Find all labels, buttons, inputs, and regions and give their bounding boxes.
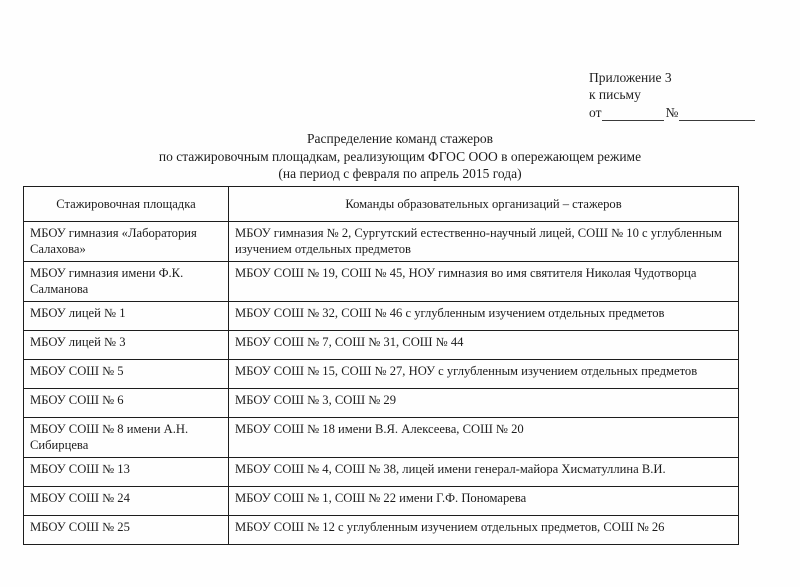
- cell-teams: МБОУ СОШ № 12 с углубленным изучением отдельных предметов, СОШ № 26: [229, 516, 739, 545]
- cell-site: МБОУ СОШ № 24: [24, 487, 229, 516]
- appendix-title: Приложение 3: [589, 70, 672, 85]
- cell-teams: МБОУ СОШ № 7, СОШ № 31, СОШ № 44: [229, 331, 739, 360]
- table-row: [24, 487, 739, 516]
- appendix-number-label: №: [665, 105, 679, 120]
- cell-teams: МБОУ СОШ № 18 имени В.Я. Алексеева, СОШ № 20: [229, 418, 739, 458]
- table-body: [24, 222, 739, 545]
- appendix-number-blank[interactable]: [679, 109, 755, 121]
- column-header-site: Стажировочная площадка: [24, 187, 229, 222]
- title-line-3: (на период с февраля по апрель 2015 года): [278, 166, 522, 181]
- cell-teams: МБОУ СОШ № 1, СОШ № 22 имени Г.Ф. Пономарева: [229, 487, 739, 516]
- cell-teams: МБОУ СОШ № 19, СОШ № 45, НОУ гимназия во имя святителя Николая Чудотворца: [229, 262, 739, 302]
- appendix-date-number-line: [589, 104, 789, 121]
- cell-teams: МБОУ СОШ № 4, СОШ № 38, лицей имени генерал-майора Хисматуллина В.И.: [229, 458, 739, 487]
- cell-site: МБОУ гимназия «Лаборатория Салахова»: [24, 222, 229, 262]
- distribution-table: [23, 186, 739, 545]
- appendix-subtitle: к письму: [589, 87, 641, 102]
- title-line-1: Распределение команд стажеров: [306, 131, 494, 146]
- table-row: [24, 516, 739, 545]
- table-header: [24, 187, 739, 222]
- cell-teams: МБОУ СОШ № 32, СОШ № 46 с углубленным изучением отдельных предметов: [229, 302, 739, 331]
- cell-site: МБОУ СОШ № 6: [24, 389, 229, 418]
- table-row: [24, 262, 739, 302]
- cell-teams: МБОУ СОШ № 3, СОШ № 29: [229, 389, 739, 418]
- appendix-block: [589, 69, 789, 121]
- document-title: [0, 130, 800, 183]
- appendix-from-label: от: [589, 105, 602, 120]
- table-row: [24, 360, 739, 389]
- title-line-2: по стажировочным площадкам, реализующим ФГОС ООО в опережающем режиме: [158, 148, 642, 164]
- cell-site: МБОУ СОШ № 13: [24, 458, 229, 487]
- column-header-teams: Команды образовательных организаций – стажеров: [229, 187, 739, 222]
- cell-site: МБОУ лицей № 3: [24, 331, 229, 360]
- table-header-row: [24, 187, 739, 222]
- cell-site: МБОУ лицей № 1: [24, 302, 229, 331]
- table-row: [24, 418, 739, 458]
- cell-teams: МБОУ гимназия № 2, Сургутский естественно-научный лицей, СОШ № 10 с углубленным изучением отдельных предметов: [229, 222, 739, 262]
- table-row: [24, 331, 739, 360]
- table-row: [24, 302, 739, 331]
- cell-site: МБОУ СОШ № 8 имени А.Н. Сибирцева: [24, 418, 229, 458]
- table-row: [24, 222, 739, 262]
- appendix-date-blank[interactable]: [602, 109, 664, 121]
- cell-site: МБОУ СОШ № 5: [24, 360, 229, 389]
- cell-site: МБОУ гимназия имени Ф.К. Салманова: [24, 262, 229, 302]
- cell-site: МБОУ СОШ № 25: [24, 516, 229, 545]
- table-row: [24, 458, 739, 487]
- table-row: [24, 389, 739, 418]
- cell-teams: МБОУ СОШ № 15, СОШ № 27, НОУ с углубленным изучением отдельных предметов: [229, 360, 739, 389]
